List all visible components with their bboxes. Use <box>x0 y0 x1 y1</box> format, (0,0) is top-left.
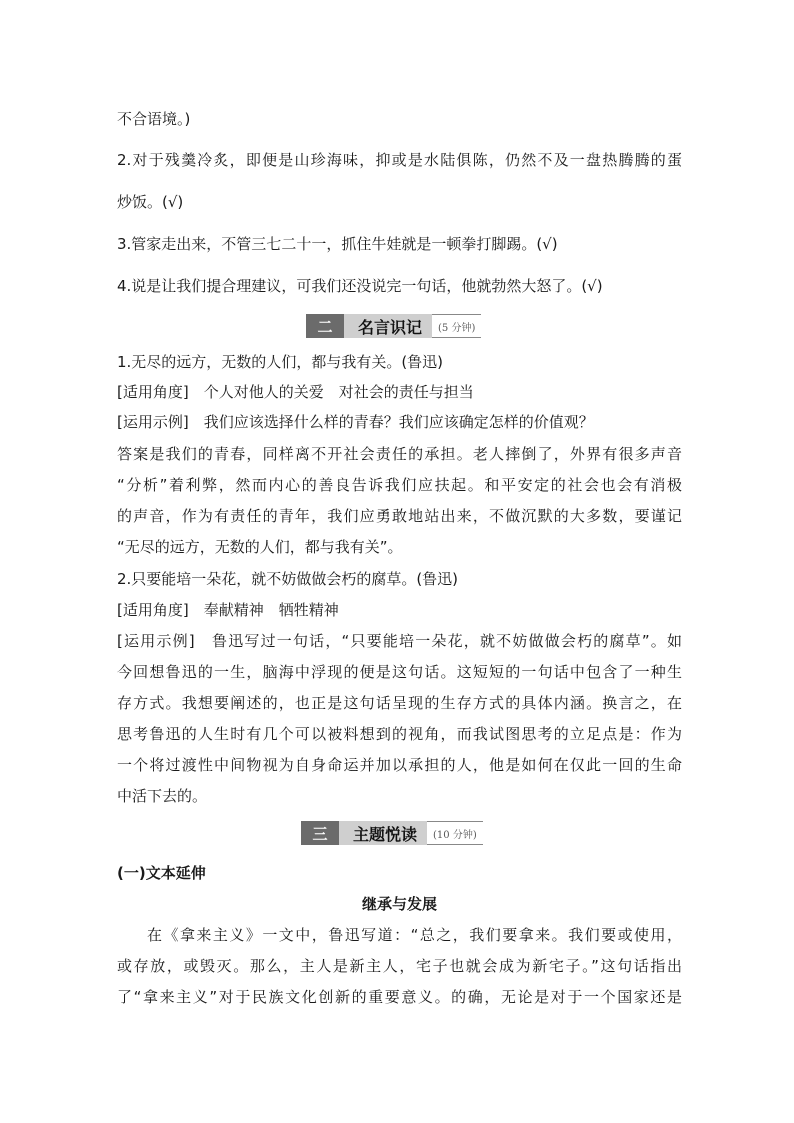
quote-line: 1.无尽的远方，无数的人们，都与我有关。(鲁迅) <box>117 353 444 371</box>
body-line: “无尽的远方，无数的人们，都与我有关”。 <box>117 538 403 556</box>
angle-line: [适用角度] 奉献精神 牺牲精神 <box>117 601 339 619</box>
section-header-quotes <box>306 314 481 338</box>
body-line: 今回想鲁迅的一生，脑海中浮现的便是这句话。这短短的一句话中包含了一种生 <box>117 663 682 681</box>
section-title: 主题悦读 <box>339 821 427 845</box>
article-title: 继承与发展 <box>361 895 437 913</box>
section-header-reading <box>301 821 483 845</box>
body-line: 在《拿来主义》一文中，鲁迅写道：“总之，我们要拿来。我们要或使用， <box>147 926 682 944</box>
subheading: (一)文本延伸 <box>117 864 206 882</box>
example-line: [运用示例] 我们应该选择什么样的青春？我们应该确定怎样的价值观？ <box>117 413 594 431</box>
example-line: [运用示例] 鲁迅写过一句话，“只要能培一朵花，就不妨做做会朽的腐草”。如 <box>117 632 682 650</box>
answer-line: 炒饭。(√) <box>117 193 184 211</box>
body-line: 一个将过渡性中间物视为自身命运并加以承担的人，他是如何在仅此一回的生命 <box>117 756 682 774</box>
body-line: 了“拿来主义”对于民族文化创新的重要意义。的确，无论是对于一个国家还是 <box>117 988 682 1006</box>
question-line: 2.对于残羹冷炙，即便是山珍海味，抑或是水陆俱陈，仍然不及一盘热腾腾的蛋 <box>117 151 682 169</box>
body-line: “分析”着利弊，然而内心的善良告诉我们应扶起。和平安定的社会也会有消极 <box>117 476 682 494</box>
angle-line: [适用角度] 个人对他人的关爱 对社会的责任与担当 <box>117 383 474 401</box>
body-line: 答案是我们的青春，同样离不开社会责任的承担。老人摔倒了，外界有很多声音 <box>117 445 682 463</box>
section-time: (5 分钟) <box>432 314 481 338</box>
body-line: 或存放，或毁灭。那么，主人是新主人，宅子也就会成为新宅子。”这句话指出 <box>117 957 682 975</box>
section-time: (10 分钟) <box>427 821 483 845</box>
question-line: 4.说是让我们提合理建议，可我们还没说完一句话，他就勃然大怒了。(√) <box>117 277 603 295</box>
section-number: 二 <box>306 314 344 338</box>
body-line: 中活下去的。 <box>117 787 208 805</box>
body-line: 的声音，作为有责任的青年，我们应勇敢地站出来，不做沉默的大多数，要谨记 <box>117 507 682 525</box>
quote-line: 2.只要能培一朵花，就不妨做做会朽的腐草。(鲁迅) <box>117 570 459 588</box>
section-title: 名言识记 <box>344 314 432 338</box>
question-line: 3.管家走出来，不管三七二十一，抓住牛娃就是一顿拳打脚踢。(√) <box>117 235 558 253</box>
body-line: 思考鲁迅的人生时有几个可以被料想到的视角，而我试图思考的立足点是：作为 <box>117 725 682 743</box>
section-number: 三 <box>301 821 339 845</box>
answer-line: 不合语境。) <box>117 110 191 128</box>
body-line: 存方式。我想要阐述的，也正是这句话呈现的生存方式的具体内涵。换言之，在 <box>117 694 682 712</box>
